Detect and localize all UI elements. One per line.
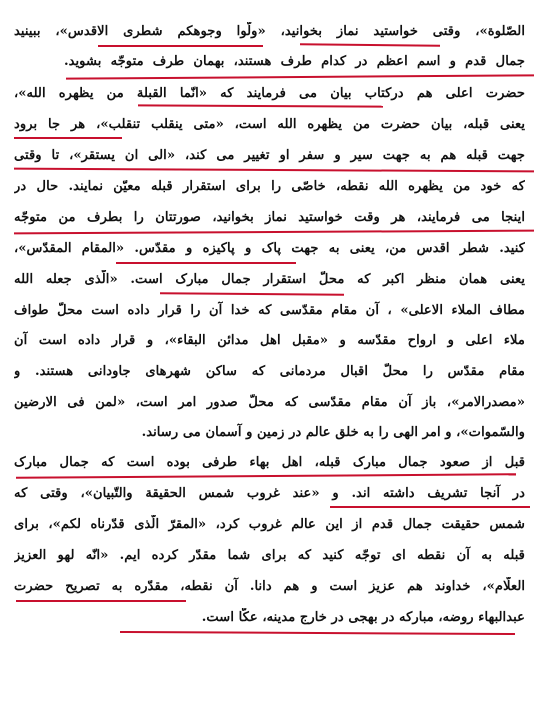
text-line-3: حضرت اعلی هم درکتاب بیان می فرمایند که «انّما القبلة من یظهره الله»،	[14, 86, 525, 101]
text-line-18: قبله به آن نقطه ای توجّه کنید که برای شما مقدّر کرده ایم. «انّه لهو العزیز	[14, 548, 525, 563]
underline-mark	[16, 473, 516, 478]
underline-mark	[14, 137, 122, 139]
text-line-5: جهت قبله هم به جهت سیر و سفر او تغییر می کند، «الی ان یستقر»، تا وقتی	[14, 148, 525, 163]
text-line-17: شمس حقیقت جمال قدم از این عالم غروب کرد، «المقرّ الّذی قدّرناه لکم»، برای	[14, 517, 525, 532]
text-line-1: الصّلوة»، وقتی خواستید نماز بخوانید، «ولّوا وجوهکم شطری الاقدس»، ببینید	[14, 24, 525, 39]
underline-mark	[14, 230, 534, 235]
text-line-7: اینجا می فرمایند، هر وقت خواستید نماز بخوانید، صورتتان را بطرف من متوجّه	[14, 210, 525, 225]
text-line-13: «مصدرالامر»، باز آن مقام مقدّسی که محلّ صدور امر است، «لمن فی الارضین	[14, 395, 525, 410]
text-line-4: یعنی قبله، بیان حضرت من یظهره الله است، «متی ینقلب تنقلب»، هر جا برود	[14, 117, 525, 132]
text-line-12: مقام مقدّس را محلّ اقبال مردمانی که ساکن شهرهای جاودانی هستند. و	[14, 364, 525, 379]
text-line-2: جمال قدم و اسم اعظم در کدام طرف هستند، بهمان طرف متوجّه بشوید.	[64, 54, 525, 69]
underline-mark	[14, 168, 534, 173]
text-line-19: العلّام»، خداوند هم عزیز است و هم دانا. آن نقطه، مقدّره به تصریح حضرت	[14, 579, 525, 594]
text-line-16: در آنجا تشریف داشته اند. و «عند غروب شمس الحقیقة والتّبیان»، وقتی که	[14, 486, 525, 501]
underline-mark	[138, 104, 383, 107]
underline-mark	[330, 506, 530, 508]
text-line-11: ملاء اعلی و ارواح مقدّسه و «مقبل اهل مدائن البقاء»، و قرار داده است آن	[14, 333, 525, 348]
underline-mark	[120, 631, 515, 635]
text-line-14: والسّموات»، و امر الهی را به خلق عالم در زمین و آسمان می رساند.	[141, 425, 525, 440]
underline-mark	[160, 292, 344, 296]
text-line-15: قبل از صعود جمال مبارک قبله، اهل بهاء طرفی بوده است که جمال مبارک	[14, 455, 525, 470]
underline-mark	[16, 600, 186, 602]
text-line-9: یعنی همان منظر اکبر که محلّ استقرار جمال مبارک است. «الّذی جعله الله	[14, 272, 525, 287]
underline-mark	[116, 262, 296, 264]
underline-mark	[98, 45, 263, 47]
text-line-10: مطاف الملاء الاعلی» ، آن مقام مقدّسی که خدا آن را قرار داده است محلّ طواف	[14, 303, 525, 318]
text-line-6: که خود من یظهره الله نقطه، خاصّی را برای استقرار قبله معیّن نمایند. حال در	[14, 179, 525, 194]
text-line-20: عبدالبهاء روضه، مبارکه در بهجی در خارج مدینه، عکّا است.	[201, 610, 525, 625]
text-line-8: کنید. شطر اقدس من، یعنی به جهت پاک و پاکیزه و مقدّس. «المقام المقدّس»،	[14, 241, 525, 256]
underline-mark	[300, 43, 440, 46]
underline-mark	[66, 74, 534, 79]
